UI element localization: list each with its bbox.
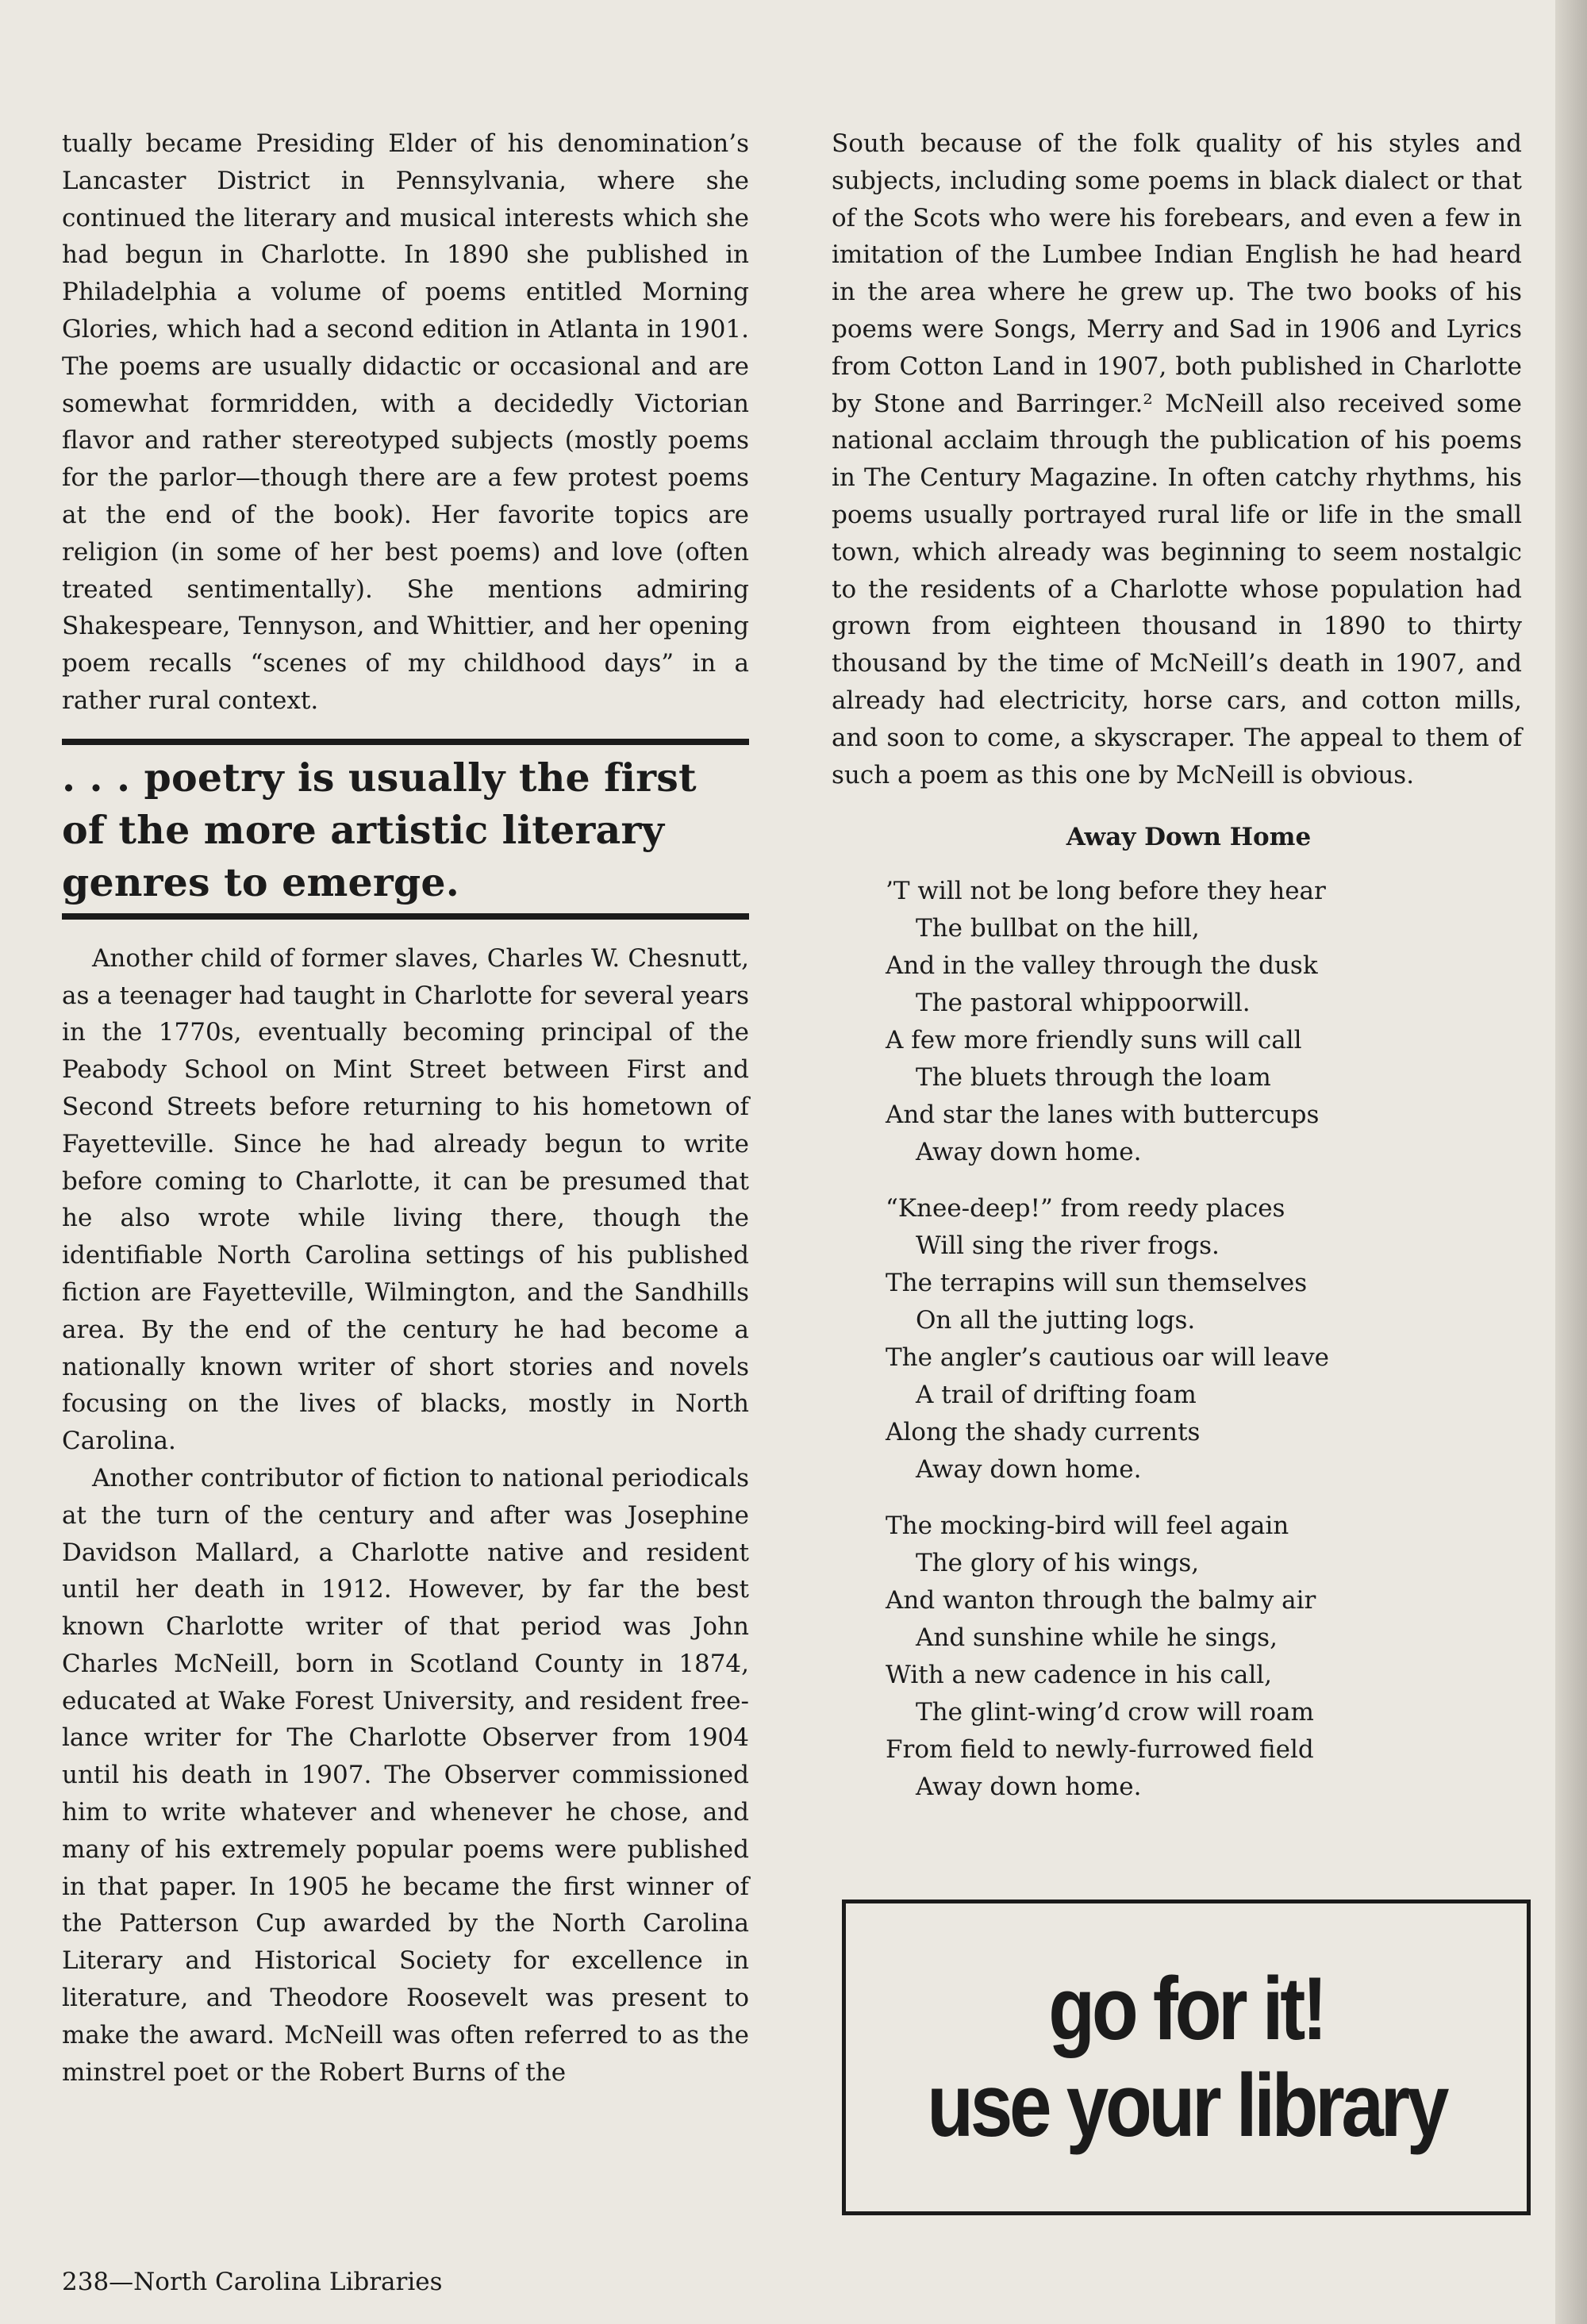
poem-line: With a new cadence in his call, <box>886 1661 1273 1690</box>
ad-headline-2: use your library <box>927 2056 1446 2155</box>
body-paragraph: Another contributor of fiction to national periodicals at the turn of the century and after was Josephine Davidson Mallard, a Charlotte native and resident until her death in 1912. However, by far the best known Charlotte writer of that period was John Charles McNeill, born in Scotland County in 1874, educated at Wake Forest University, and resident free-lance writer for The Charlotte Observer from 1904 until his death in 1907. The Observer commissioned him to write whatever and whenever he chose, and many of his extremely popular poems were published in that paper. In 1905 he became the first winner of the Patterson Cup awarded by the North Carolina Literary and Historical Society for excellence in literature, and Theodore Roosevelt was present to make the award. McNeill was often referred to as the minstrel poet or the Robert Burns of the <box>62 1463 749 2087</box>
poem-line: Away down home. <box>916 1455 1142 1485</box>
body-paragraph: Another child of former slaves, Charles W. Chesnutt, as a teenager had taught in Charlotte for several years in the 1770s, eventually becoming principal of the Peabody School on Mint Street between First and Second Streets before returning to his hometown of Fayetteville. Since he had already begun to write before coming to Charlotte, it can be presumed that he also wrote while living there, though the identifiable North Carolina settings of his published fiction are Fayetteville, Wilmington, and the Sandhills area. By the end of the century he had become a nationally known writer of short stories and novels focusing on the lives of blacks, mostly in North Carolina. <box>62 943 749 1456</box>
poem-line: Away down home. <box>916 1773 1142 1802</box>
ad-headline-1: go for it! <box>1048 1959 1324 2058</box>
poem-stanza <box>886 1508 1522 1806</box>
poem-stanza <box>886 1190 1522 1489</box>
poem-title: Away Down Home <box>1066 823 1312 852</box>
poem-line: Will sing the river frogs. <box>916 1231 1220 1261</box>
poem-line: Along the shady currents <box>886 1418 1201 1447</box>
body-paragraph: tually became Presiding Elder of his denomination’s Lancaster District in Pennsylvania, where she continued the literary and musical interests which she had begun in Charlotte. In 1890 she published in Philadelphia a volume of poems entitled Morning Glories, which had a second edition in Atlanta in 1901. The poems are usually didactic or occasional and are somewhat formridden, with a decidedly Victorian flavor and rather stereotyped subjects (mostly poems for the parlor—though there are a few protest poems at the end of the book). Her favorite topics are religion (in some of her best poems) and love (often treated sentimentally). She mentions admiring Shakespeare, Tennyson, and Whittier, and her opening poem recalls “scenes of my childhood days” in a rather rural context. <box>62 129 749 715</box>
poem-line: The glory of his wings, <box>916 1549 1200 1578</box>
poem-stanza <box>886 873 1522 1171</box>
pull-quote <box>62 739 749 920</box>
poem-line: The glint-wing’d crow will roam <box>916 1698 1314 1727</box>
page-edge-shadow <box>1555 0 1587 2324</box>
right-column <box>832 125 1522 1825</box>
poem-line: The bluets through the loam <box>916 1063 1271 1093</box>
poem-line: Away down home. <box>916 1138 1142 1167</box>
poem-line: ’T will not be long before they hear <box>886 877 1326 906</box>
library-ad-box <box>842 1900 1531 2215</box>
poem-line: And sunshine while he sings, <box>916 1623 1278 1653</box>
poem-line: And in the valley through the dusk <box>886 951 1318 981</box>
pull-quote-rule-bottom <box>62 913 749 920</box>
poem-line: “Knee-deep!” from reedy places <box>886 1194 1285 1223</box>
poem-line: And star the lanes with buttercups <box>886 1101 1320 1130</box>
poem-line: The bullbat on the hill, <box>916 914 1200 943</box>
pull-quote-rule-top <box>62 739 749 745</box>
poem-line: And wanton through the balmy air <box>886 1586 1316 1615</box>
poem-line: The mocking-bird will feel again <box>886 1512 1289 1541</box>
left-column <box>62 125 749 2091</box>
poem-line: A trail of drifting foam <box>916 1381 1197 1410</box>
page-footer: 238—North Carolina Libraries <box>62 2268 443 2296</box>
poem-line: The pastoral whippoorwill. <box>916 989 1251 1018</box>
poem-line: On all the jutting logs. <box>916 1306 1196 1335</box>
body-paragraph: South because of the folk quality of his styles and subjects, including some poems in black dialect or that of the Scots who were his forebears, and even a few in imitation of the Lumbee Indian English he had heard in the area where he grew up. The two books of his poems were Songs, Merry and Sad in 1906 and Lyrics from Cotton Land in 1907, both published in Charlotte by Stone and Barringer.² McNeill also received some national acclaim through the publication of his poems in The Century Magazine. In often catchy rhythms, his poems usually portrayed rural life or life in the small town, which already was beginning to seem nostalgic to the residents of a Charlotte whose population had grown from eighteen thousand in 1890 to thirty thousand by the time of McNeill’s death in 1907, and already had electricity, horse cars, and cotton mills, and soon to come, a skyscraper. The appeal to them of such a poem as this one by McNeill is obvious. <box>832 129 1522 789</box>
poem-line: A few more friendly suns will call <box>886 1026 1302 1055</box>
pull-quote-text: . . . poetry is usually the first of the more artistic literary genres to emerge. <box>62 754 697 905</box>
poem-line: The angler’s cautious oar will leave <box>886 1343 1329 1373</box>
poem-line: The terrapins will sun themselves <box>886 1269 1308 1298</box>
poem-line: From field to newly-furrowed field <box>886 1735 1314 1765</box>
